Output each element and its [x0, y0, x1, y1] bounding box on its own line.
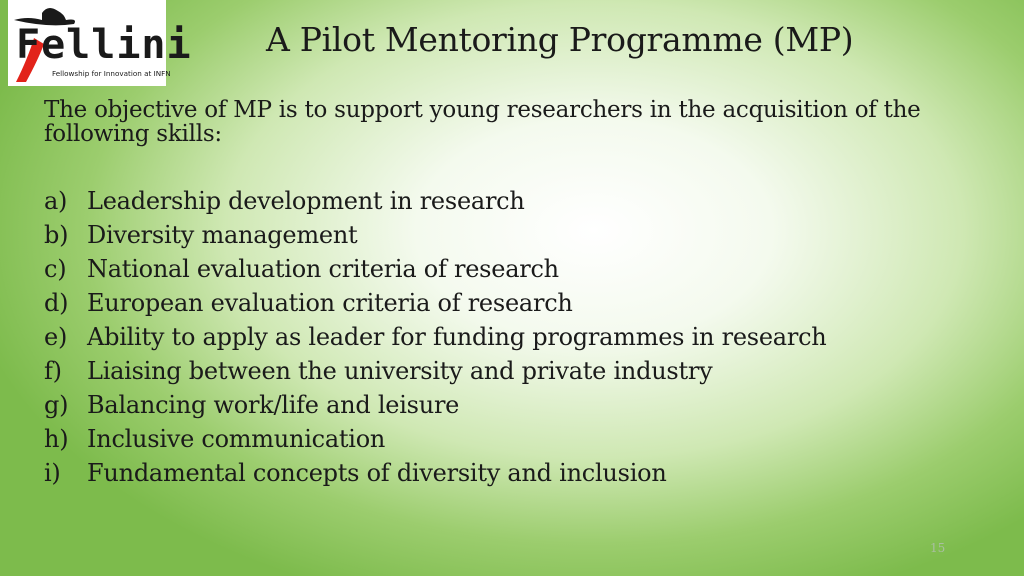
skill-marker: g)	[44, 391, 69, 419]
skill-marker: d)	[44, 289, 69, 317]
skill-marker: f)	[44, 357, 62, 385]
skill-text: Fundamental concepts of diversity and inclusion	[87, 459, 667, 487]
logo-wordmark: Fellini	[16, 22, 192, 68]
skill-item	[44, 252, 826, 286]
fellini-logo	[8, 0, 192, 86]
skill-marker: h)	[44, 425, 69, 453]
skill-item	[44, 422, 826, 456]
skill-text: Liaising between the university and private industry	[87, 357, 713, 385]
skill-marker: b)	[44, 221, 69, 249]
skill-marker: a)	[44, 187, 68, 215]
skill-text: Leadership development in research	[87, 187, 525, 215]
skill-marker: e)	[44, 323, 68, 351]
slide-title: A Pilot Mentoring Programme (MP)	[266, 20, 854, 59]
fellini-logo-graphic	[8, 0, 192, 86]
skill-item	[44, 218, 826, 252]
skill-text: Ability to apply as leader for funding programmes in research	[87, 323, 827, 351]
skill-item	[44, 286, 826, 320]
skill-item	[44, 320, 826, 354]
skill-marker: c)	[44, 255, 67, 283]
skill-text: Balancing work/life and leisure	[87, 391, 460, 419]
skill-item	[44, 354, 826, 388]
skill-item	[44, 388, 826, 422]
page-number: 15	[930, 541, 946, 555]
skill-item	[44, 456, 826, 490]
logo-tagline: Fellowship for Innovation at INFN	[52, 69, 171, 78]
skill-text: Inclusive communication	[87, 425, 386, 453]
skills-list	[44, 184, 826, 490]
skill-marker: i)	[44, 459, 61, 487]
skill-text: European evaluation criteria of research	[87, 289, 573, 317]
skill-text: National evaluation criteria of research	[87, 255, 559, 283]
skill-item	[44, 184, 826, 218]
objective-paragraph: The objective of MP is to support young researchers in the acquisition of the following skills:	[44, 97, 921, 147]
skill-text: Diversity management	[87, 221, 358, 249]
